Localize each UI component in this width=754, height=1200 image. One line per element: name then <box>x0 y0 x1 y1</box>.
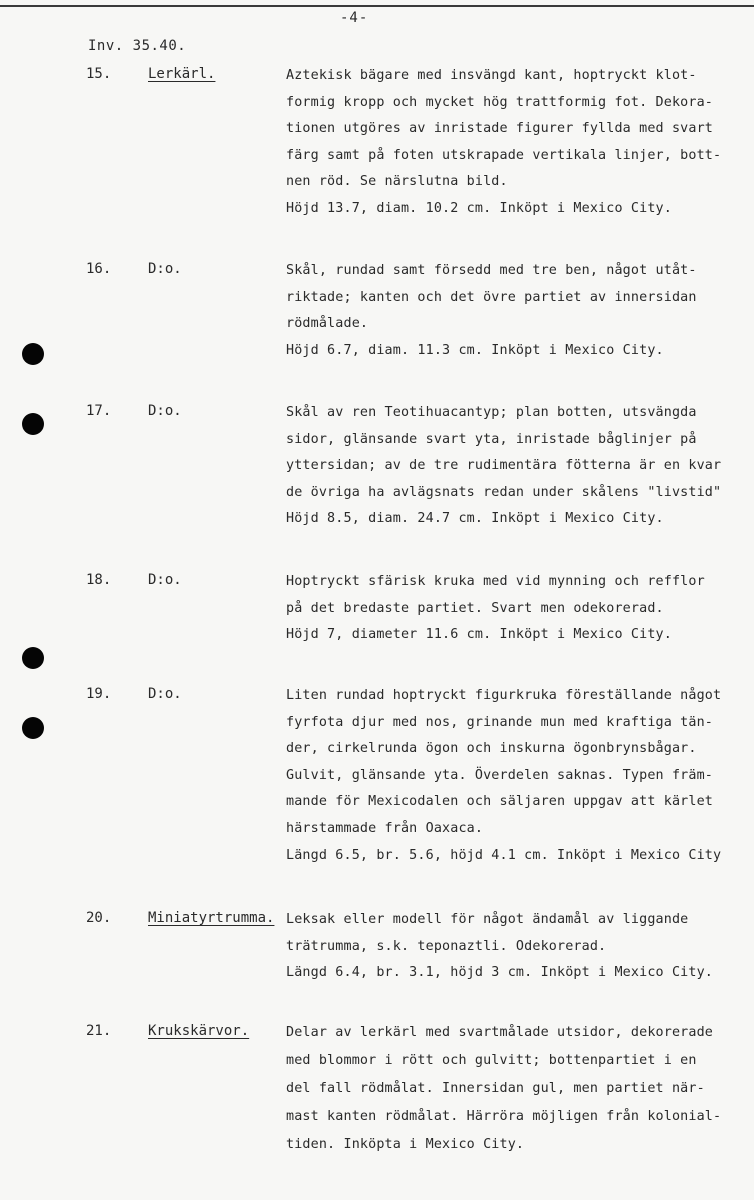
description-line: formig kropp och mycket hög trattformig fot. Dekora- <box>286 94 714 110</box>
punch-hole <box>22 413 44 435</box>
description-line: Liten rundad hoptryckt figurkruka föreställande något <box>286 688 722 703</box>
entry-name: D:o. <box>148 403 182 419</box>
description-line: del fall rödmålat. Innersidan gul, men partiet när- <box>286 1081 705 1096</box>
description-line: Höjd 8.5, diam. 24.7 cm. Inköpt i Mexico City. <box>286 511 664 527</box>
entry-number: 18. <box>86 572 112 588</box>
entry-number: 17. <box>86 403 112 419</box>
description-line: Hoptryckt sfärisk kruka med vid mynning och refflor <box>286 574 705 589</box>
entry-name: D:o. <box>148 686 182 702</box>
entry-description <box>286 66 746 226</box>
entry-name: D:o. <box>148 261 182 277</box>
description-line: der, cirkelrunda ögon och inskurna ögonbrynsbågar. <box>286 741 697 757</box>
description-line: Höjd 6.7, diam. 11.3 cm. Inköpt i Mexico City. <box>286 342 664 358</box>
entry-number: 20. <box>86 910 112 926</box>
entry-name: Miniatyrtrumma. <box>148 910 275 926</box>
description-line: Aztekisk bägare med insvängd kant, hoptryckt klot- <box>286 68 697 83</box>
description-line: Delar av lerkärl med svartmålade utsidor, dekorerade <box>286 1025 714 1040</box>
entry-number: 15. <box>86 66 112 82</box>
entry-number: 16. <box>86 261 112 277</box>
entry-number: 19. <box>86 686 112 702</box>
description-line: fyrfota djur med nos, grinande mun med kraftiga tän- <box>286 714 714 730</box>
punch-hole <box>22 647 44 669</box>
description-line: Gulvit, glänsande yta. Överdelen saknas. Typen främ- <box>286 767 714 783</box>
inventory-number: Inv. 35.40. <box>88 38 187 54</box>
description-line: Längd 6.4, br. 3.1, höjd 3 cm. Inköpt i Mexico City. <box>286 965 714 981</box>
entry-description <box>286 1023 746 1163</box>
page-number: -4- <box>340 10 369 26</box>
entry-description <box>286 261 746 367</box>
description-line: Höjd 13.7, diam. 10.2 cm. Inköpt i Mexico City. <box>286 200 672 216</box>
description-line: trätrumma, s.k. teponaztli. Odekorerad. <box>286 938 607 954</box>
description-line: sidor, glänsande svart yta, inristade båglinjer på <box>286 431 697 447</box>
description-line: färg samt på foten utskrapade vertikala linjer, bott- <box>286 147 722 163</box>
description-line: Höjd 7, diameter 11.6 cm. Inköpt i Mexico City. <box>286 627 672 643</box>
entry-description <box>286 910 746 990</box>
entry-name: Lerkärl. <box>148 66 216 82</box>
description-line: Leksak eller modell för något ändamål av liggande <box>286 912 689 927</box>
description-line: på det bredaste partiet. Svart men odekorerad. <box>286 600 664 616</box>
description-line: tionen utgöres av inristade figurer fyllda med svart <box>286 121 714 137</box>
top-rule <box>0 5 754 7</box>
description-line: tiden. Inköpta i Mexico City. <box>286 1137 525 1152</box>
entry-description <box>286 686 746 872</box>
description-line: med blommor i rött och gulvitt; bottenpartiet i en <box>286 1053 697 1068</box>
punch-hole <box>22 343 44 365</box>
entry-name: D:o. <box>148 572 182 588</box>
description-line: de övriga ha avlägsnats redan under skålens "livstid" <box>286 484 722 500</box>
description-line: nen röd. Se närslutna bild. <box>286 174 508 190</box>
punch-hole <box>22 717 44 739</box>
entry-description <box>286 403 746 536</box>
description-line: riktade; kanten och det övre partiet av innersidan <box>286 289 697 305</box>
description-line: rödmålade. <box>286 316 369 332</box>
entry-description <box>286 572 746 652</box>
description-line: mande för Mexicodalen och säljaren uppgav att kärlet <box>286 794 714 810</box>
description-line: Längd 6.5, br. 5.6, höjd 4.1 cm. Inköpt i Mexico City <box>286 847 722 863</box>
entry-name: Krukskärvor. <box>148 1023 250 1039</box>
description-line: härstammade från Oaxaca. <box>286 820 484 836</box>
description-line: yttersidan; av de tre rudimentära fötterna är en kvar <box>286 458 722 474</box>
description-line: Skål av ren Teotihuacantyp; plan botten, utsvängda <box>286 405 697 420</box>
description-line: Skål, rundad samt försedd med tre ben, något utåt- <box>286 263 697 278</box>
description-line: mast kanten rödmålat. Härröra möjligen från kolonial- <box>286 1109 722 1124</box>
entry-number: 21. <box>86 1023 112 1039</box>
